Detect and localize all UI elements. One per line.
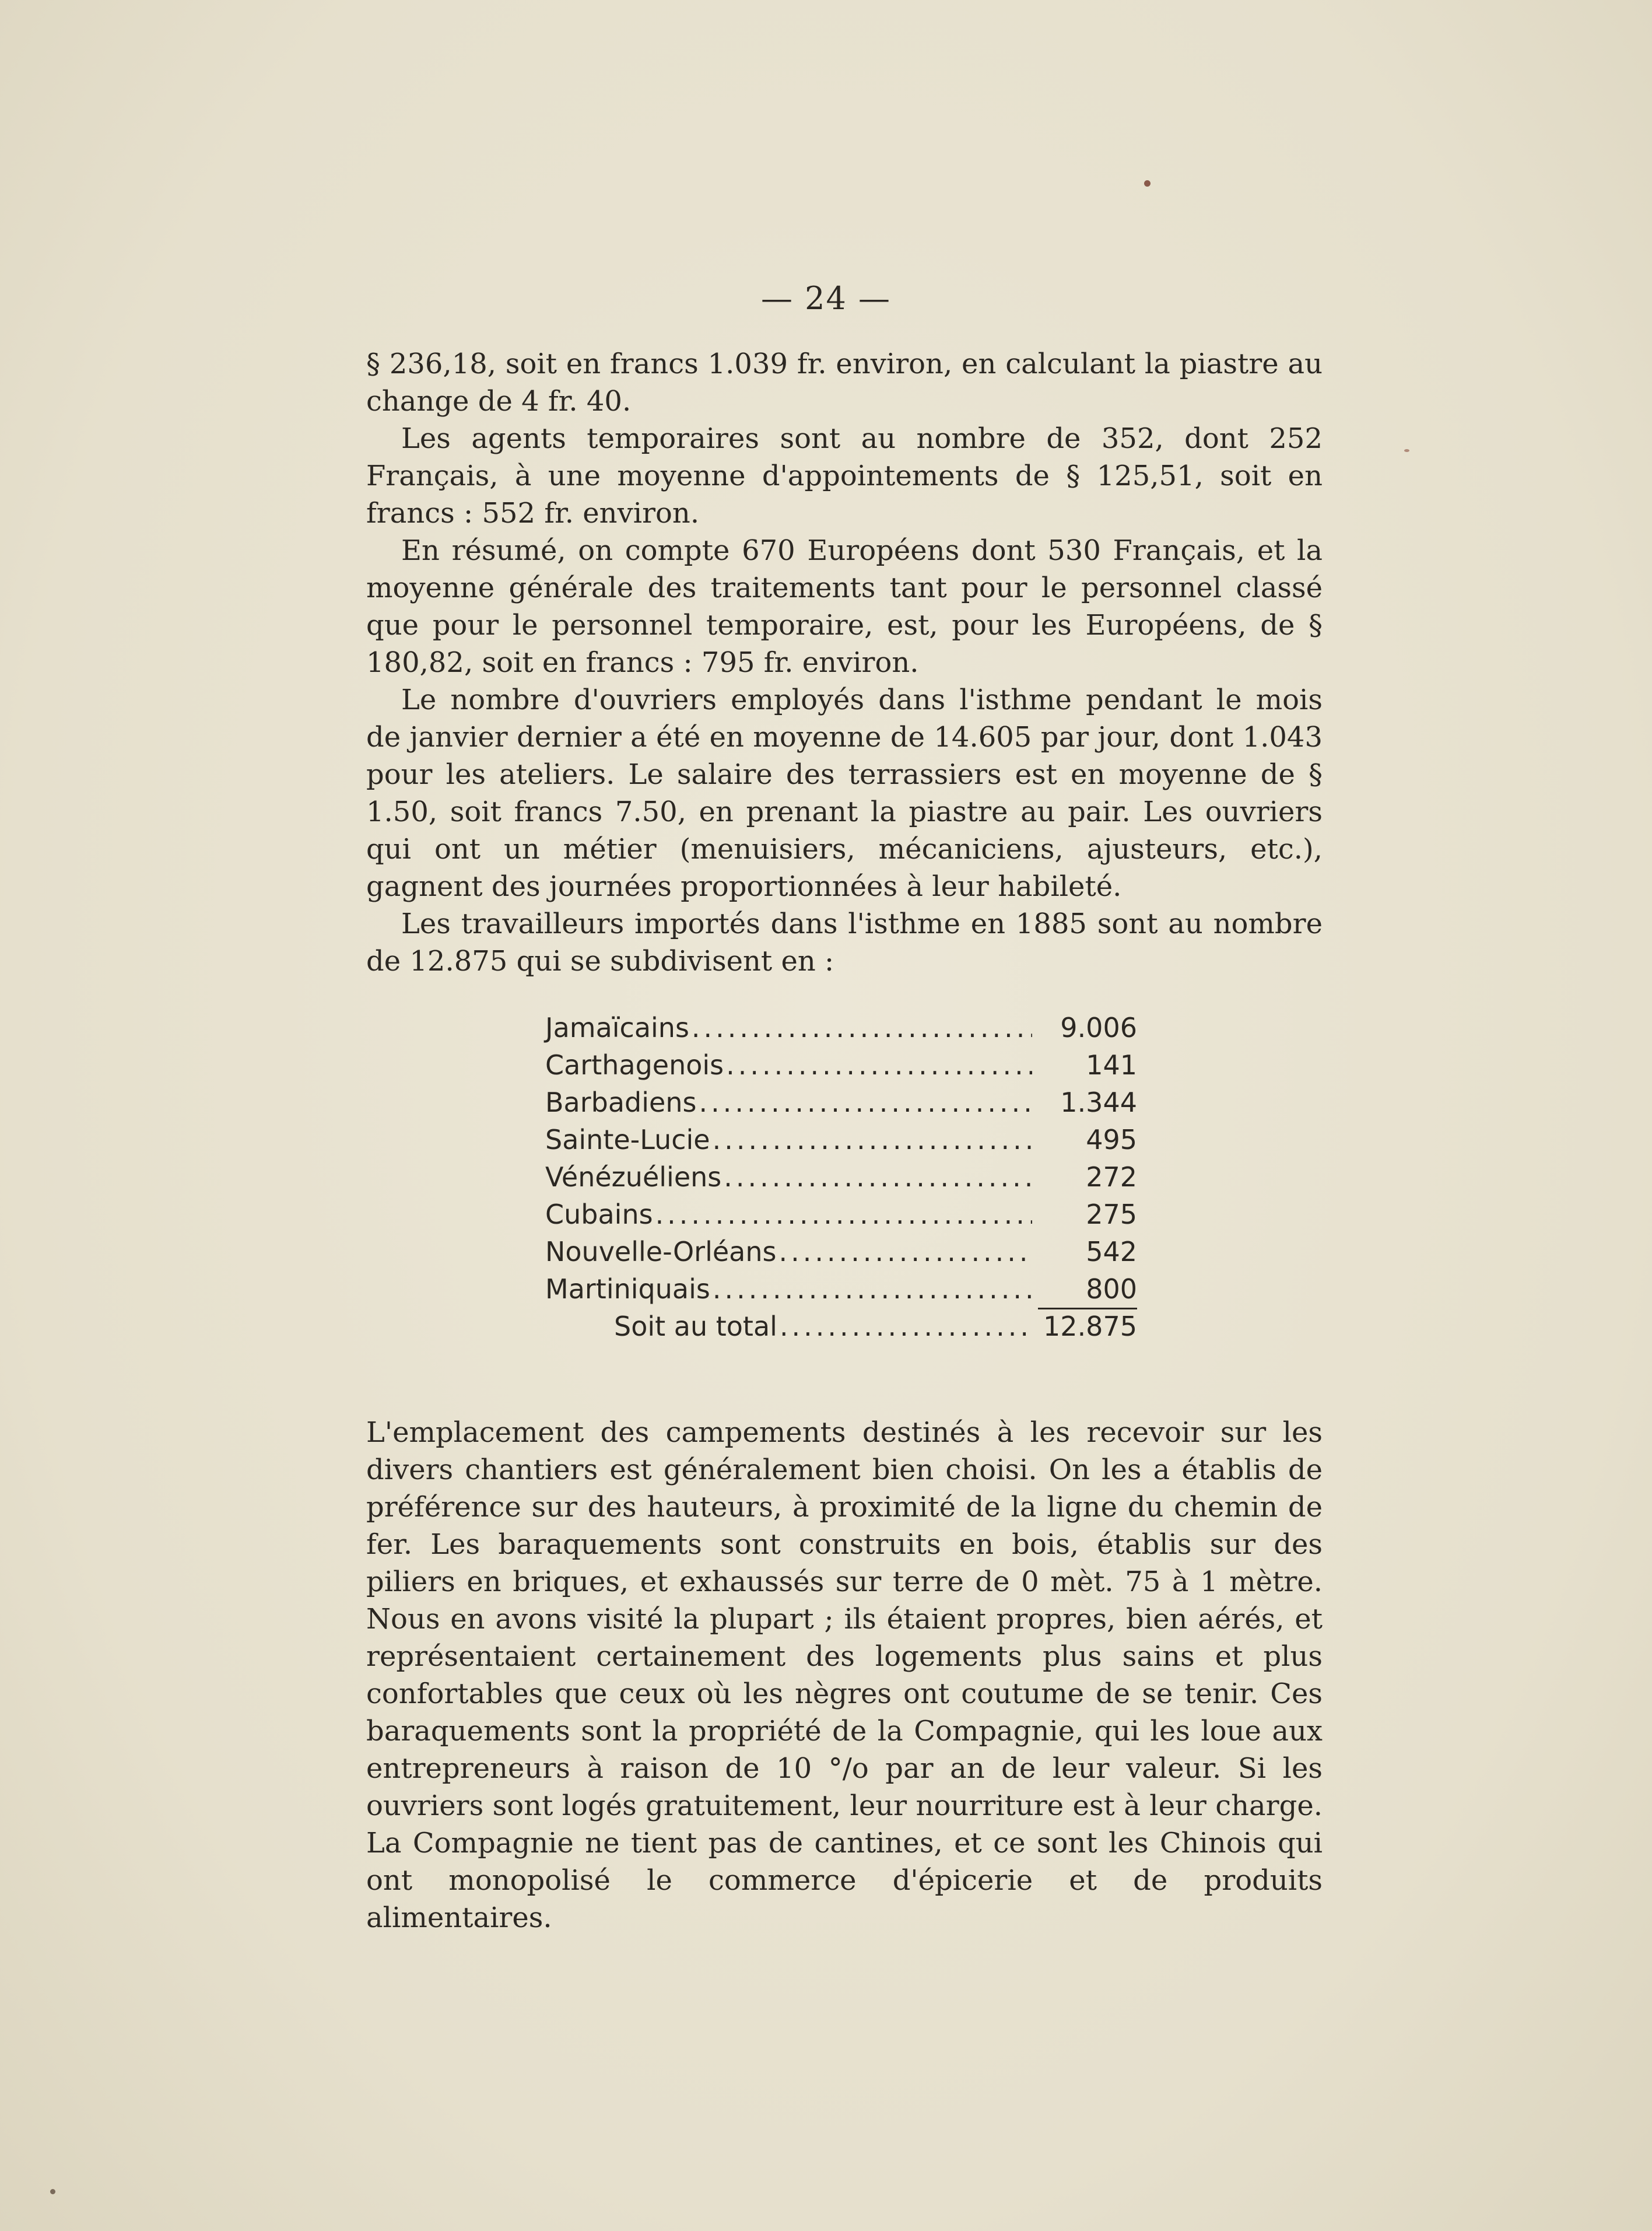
worker-count: 800 xyxy=(1038,1270,1137,1309)
paragraph: § 236,18, soit en francs 1.039 fr. environ, en calculant la piastre au change de 4 fr. 40. xyxy=(366,348,1323,418)
worker-count: 495 xyxy=(1086,1124,1137,1155)
body-text-bottom xyxy=(366,1414,1323,1936)
worker-count: 141 xyxy=(1086,1049,1137,1081)
table-row xyxy=(545,1233,1137,1270)
table-row xyxy=(545,1084,1137,1121)
table-row xyxy=(545,1046,1137,1084)
origin-name: Barbadiens xyxy=(545,1087,697,1118)
paragraph: L'emplacement des campements destinés à les recevoir sur les divers chantiers est généralement bien choisi. On les a établis de préférence sur des hauteurs, à proximité de la ligne du chemin de fer. Les baraquements sont construits en bois, établis sur des piliers en briques, et exhaussés sur terre de 0 mèt. 75 à 1 mètre. Nous en avons visité la plupart ; ils étaient propres, bien aérés, et représentaient certainement des logements plus sains et plus confortables que ceux où les nègres ont coutume de se tenir. Ces baraquements sont la propriété de la Compagnie, qui les loue aux entrepreneurs à raison de 10 °/o par an de leur valeur. Si les ouvriers sont logés gratuitement, leur nourriture est à leur charge. La Compagnie ne tient pas de cantines, et ce sont les Chinois qui ont monopolisé le commerce d'épicerie et de produits alimentaires. xyxy=(366,1416,1323,1934)
origin-name: Nouvelle-Orléans xyxy=(545,1236,777,1267)
dot-leader xyxy=(699,1084,1032,1121)
origin-name: Vénézuéliens xyxy=(545,1161,722,1193)
dot-leader xyxy=(713,1270,1032,1308)
table-row xyxy=(545,1009,1137,1046)
total-value: 12.875 xyxy=(1043,1311,1137,1342)
worker-count: 9.006 xyxy=(1060,1012,1137,1043)
origin-name: Martiniquais xyxy=(545,1273,710,1305)
dot-leader xyxy=(726,1046,1032,1084)
table-row xyxy=(545,1196,1137,1233)
ink-speck xyxy=(1404,449,1409,452)
worker-count: 275 xyxy=(1086,1199,1137,1230)
dot-leader xyxy=(778,1233,1032,1270)
paragraph: Les travailleurs importés dans l'isthme en 1885 sont au nombre de 12.875 qui se subdivisent en : xyxy=(366,908,1323,978)
paragraph: Les agents temporaires sont au nombre de 352, dont 252 Français, à une moyenne d'appointements de § 125,51, soit en francs : 552 fr. environ. xyxy=(366,422,1323,530)
table-row xyxy=(545,1121,1137,1158)
table-row xyxy=(545,1158,1137,1196)
worker-count: 272 xyxy=(1086,1161,1137,1193)
total-label: Soit au total xyxy=(614,1311,777,1342)
worker-count: 542 xyxy=(1086,1236,1137,1267)
table-total-row xyxy=(545,1308,1137,1345)
workers-table xyxy=(545,1009,1137,1345)
dot-leader xyxy=(724,1158,1032,1196)
body-text-top xyxy=(366,345,1323,980)
paragraph: Le nombre d'ouvriers employés dans l'isthme pendant le mois de janvier dernier a été en moyenne de 14.605 par jour, dont 1.043 pour les ateliers. Le salaire des terrassiers est en moyenne de § 1.50, soit francs 7.50, en prenant la piastre au pair. Les ouvriers qui ont un métier (menuisiers, mécaniciens, ajusteurs, etc.), gagnent des journées proportionnées à leur habileté. xyxy=(366,684,1323,903)
paragraph: En résumé, on compte 670 Européens dont 530 Français, et la moyenne générale des traitements tant pour le personnel classé que pour le personnel temporaire, est, pour les Européens, de § 180,82, soit en francs : 795 fr. environ. xyxy=(366,534,1323,679)
dot-leader xyxy=(692,1009,1032,1046)
table-row xyxy=(545,1270,1137,1308)
dot-leader xyxy=(713,1121,1032,1158)
origin-name: Jamaïcains xyxy=(545,1012,689,1043)
ink-speck xyxy=(1144,180,1151,187)
dot-leader xyxy=(655,1196,1032,1233)
origin-name: Sainte-Lucie xyxy=(545,1124,710,1155)
origin-name: Carthagenois xyxy=(545,1049,724,1081)
page-number: — 24 — xyxy=(760,280,892,317)
dot-leader xyxy=(780,1308,1032,1345)
ink-speck xyxy=(50,2189,55,2194)
origin-name: Cubains xyxy=(545,1199,653,1230)
worker-count: 1.344 xyxy=(1060,1087,1137,1118)
